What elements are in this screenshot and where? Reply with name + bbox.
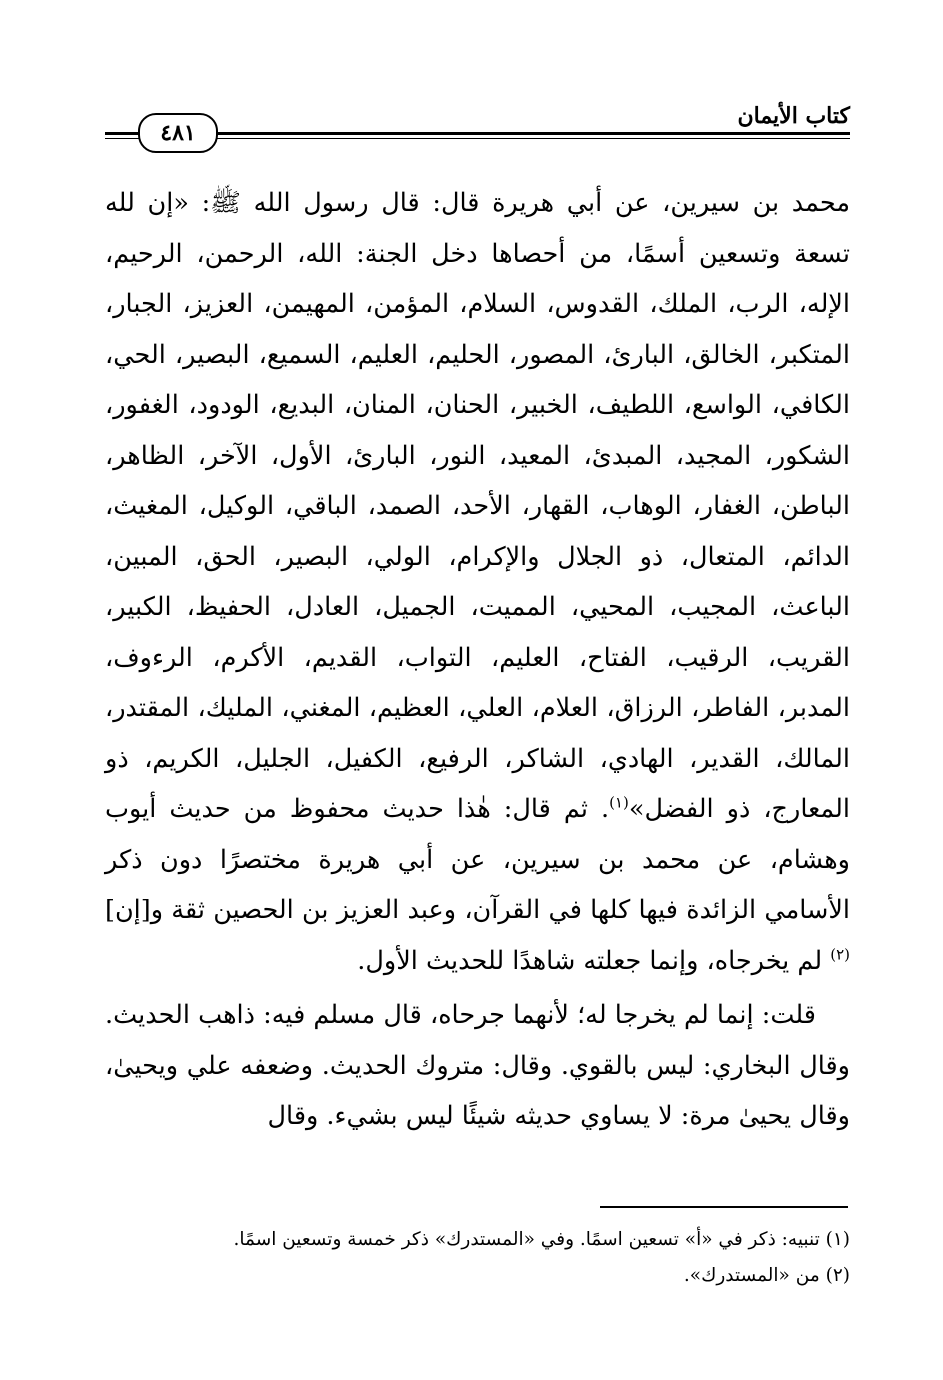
page-number-frame <box>138 113 218 153</box>
paragraph-hadith <box>105 178 850 986</box>
page-header <box>105 95 850 155</box>
paragraph-note: قلت: إنما لم يخرجا له؛ لأنهما جرحاه، قال مسلم فيه: ذاهب الحديث. وقال البخاري: ليس بالقوي. وقال: متروك الحديث. وضعفه علي ويحيىٰ، وقال يحيىٰ مرة: لا يساوي حديثه شيئًا ليس بشيء. وقال <box>105 1000 850 1131</box>
page-number: ٤٨١ <box>160 120 196 146</box>
hadith-text: محمد بن سيرين، عن أبي هريرة قال: قال رسول الله ﷺ: «إن لله تسعة وتسعين أسمًا، من أحصاها دخل الجنة: الله، الرحمن، الرحيم، الإله، الرب، الملك، القدوس، السلام، المؤمن، المهيمن، العزيز، الجبار، المتكبر، الخالق، البارئ، المصور، الحليم، العليم، السميع، البصير، الحي، الكافي، الواسع، اللطيف، الخبير، الحنان، المنان، البديع، الودود، الغفور، الشكور، المجيد، المبدئ، المعيد، النور، البارئ، الأول، الآخر، الظاهر، الباطن، الغفار، الوهاب، القهار، الأحد، الصمد، الباقي، الوكيل، المغيث، الدائم، المتعال، ذو الجلال والإكرام، الولي، البصير، الحق، المبين، الباعث، المجيب، المحيي، المميت، الجميل، العادل، الحفيظ، الكبير، القريب، الرقيب، الفتاح، العليم، التواب، القديم، الأكرم، الرءوف، المدبر، الفاطر، الرزاق، العلام، العلي، العظيم، المغني، المليك، المقتدر، المالك، القدير، الهادي، الشاكر، الرفيع، الكفيل، الجليل، الكريم، ذو المعارج، ذو الفضل» <box>105 188 850 824</box>
commentary-text-end: لم يخرجاه، وإنما جعلته شاهدًا للحديث الأول. <box>357 945 831 976</box>
footnotes <box>105 1222 850 1294</box>
footnote-2: (٢) من «المستدرك». <box>683 1265 850 1286</box>
running-title: كتاب الأيمان <box>737 103 850 129</box>
commentary-text: . ثم قال: هٰذا حديث محفوظ من حديث أيوب وهشام، عن محمد بن سيرين، عن أبي هريرة مختصرًا دون ذكر الأسامي الزائدة فيها كلها في القرآن، وعبد العزيز بن الحصين ثقة و[إن] <box>105 794 850 925</box>
main-text <box>105 178 850 1142</box>
footnote-1: (١) تنبيه: ذكر في «أ» تسعين اسمًا. وفي «المستدرك» ذكر خمسة وتسعين اسمًا. <box>233 1229 850 1250</box>
footnote-ref-2: (٢) <box>830 945 850 963</box>
footnote-separator <box>600 1206 848 1208</box>
footnote-ref-1: (١) <box>609 793 629 812</box>
